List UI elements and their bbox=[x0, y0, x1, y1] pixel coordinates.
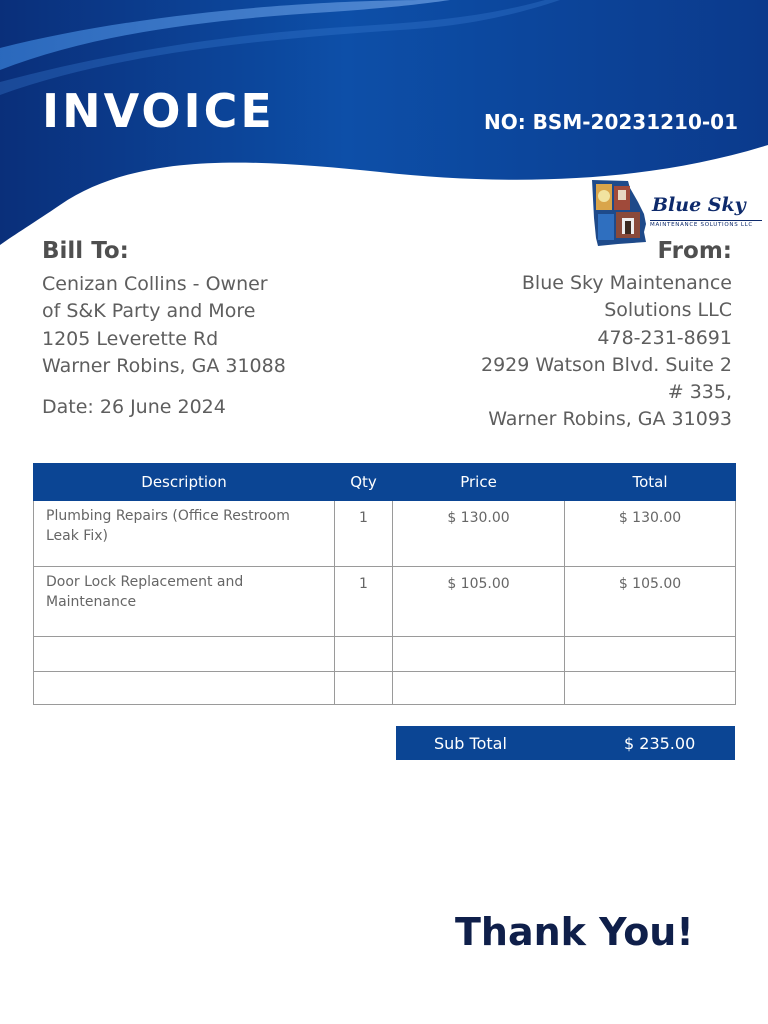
logo-brand-text: Blue Sky bbox=[652, 194, 746, 216]
subtotal-value: $ 235.00 bbox=[624, 734, 696, 753]
bill-to-line: Cenizan Collins - Owner bbox=[42, 273, 268, 295]
table-row bbox=[34, 637, 736, 672]
cell-description: Plumbing Repairs (Office Restroom Leak Fix) bbox=[34, 501, 335, 567]
cell-price bbox=[393, 672, 565, 705]
subtotal-bar bbox=[396, 726, 735, 760]
from-heading: From: bbox=[657, 238, 732, 264]
cell-total bbox=[565, 672, 736, 705]
from-line: # 335, bbox=[667, 381, 732, 404]
cell-total: $ 105.00 bbox=[565, 567, 736, 637]
thank-you-text: Thank You! bbox=[455, 910, 694, 954]
table-header-row bbox=[34, 464, 736, 501]
cell-total bbox=[565, 637, 736, 672]
from-line: Warner Robins, GA 31093 bbox=[488, 408, 732, 431]
cell-price: $ 130.00 bbox=[393, 501, 565, 567]
bill-to-address bbox=[42, 271, 286, 380]
invoice-date: Date: 26 June 2024 bbox=[42, 396, 226, 418]
from-line: 2929 Watson Blvd. Suite 2 bbox=[480, 353, 732, 376]
items-table bbox=[33, 463, 736, 705]
cell-qty bbox=[335, 637, 393, 672]
table-row bbox=[34, 501, 736, 567]
column-header-total: Total bbox=[565, 464, 736, 501]
table-row bbox=[34, 567, 736, 637]
from-address bbox=[481, 270, 732, 434]
column-header-qty: Qty bbox=[335, 464, 393, 501]
cell-qty: 1 bbox=[335, 567, 393, 637]
logo-divider bbox=[650, 220, 762, 221]
bill-to-line: of S&K Party and More bbox=[42, 300, 256, 323]
cell-price: $ 105.00 bbox=[393, 567, 565, 637]
from-line: Solutions LLC bbox=[604, 299, 732, 322]
from-line: 478-231-8691 bbox=[597, 326, 732, 349]
cell-qty: 1 bbox=[335, 501, 393, 567]
column-header-description: Description bbox=[34, 464, 335, 501]
from-line: Blue Sky Maintenance bbox=[521, 272, 732, 294]
subtotal-label: Sub Total bbox=[434, 734, 507, 753]
bill-to-line: Warner Robins, GA 31088 bbox=[42, 354, 286, 377]
cell-qty bbox=[335, 672, 393, 705]
invoice-title: INVOICE bbox=[42, 84, 275, 138]
bill-to-heading: Bill To: bbox=[42, 238, 129, 264]
cell-price bbox=[393, 637, 565, 672]
cell-description bbox=[34, 672, 335, 705]
table-row bbox=[34, 672, 736, 705]
logo-tagline: MAINTENANCE SOLUTIONS LLC bbox=[650, 222, 753, 228]
cell-total: $ 130.00 bbox=[565, 501, 736, 567]
georgia-state-photo-collage-icon bbox=[588, 178, 650, 250]
column-header-price: Price bbox=[393, 464, 565, 501]
invoice-number: NO: BSM-20231210-01 bbox=[483, 110, 738, 134]
cell-description: Door Lock Replacement and Maintenance bbox=[34, 567, 335, 637]
cell-description bbox=[34, 637, 335, 672]
bill-to-line: 1205 Leverette Rd bbox=[42, 327, 219, 350]
